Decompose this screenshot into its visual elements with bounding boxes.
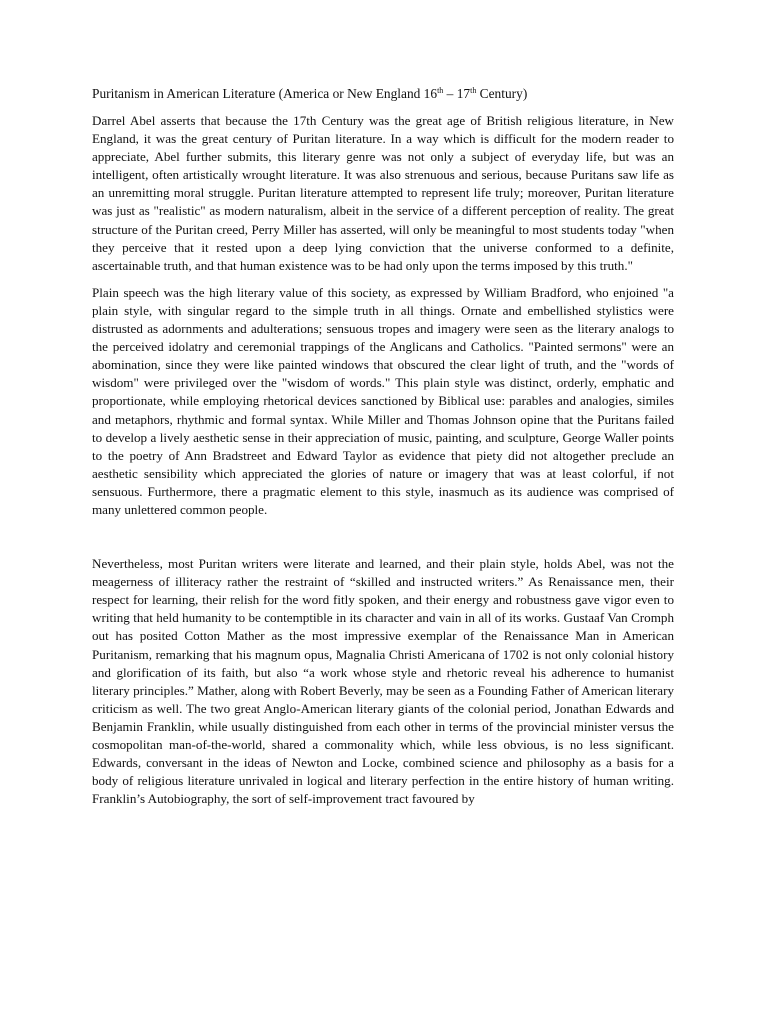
document-page xyxy=(92,84,674,808)
title-superscript-2: th xyxy=(470,86,477,95)
title-superscript-1: th xyxy=(437,86,444,95)
title-mid: – 17 xyxy=(443,86,471,101)
paragraph-nevertheless: Nevertheless, most Puritan writers were literate and learned, and their plain style, holds Abel, was not the meagerness of illiteracy rather the restraint of “skilled and instructed writers.” As Renaissance men, their respect for learning, their relish for the word fitly spoken, and their energy and robustness gave vigor even to writing that held humanity to be contemptible in its character and vain in all of its works. Gustaaf Van Cromph out has posited Cotton Mather as the most impressive exemplar of the Renaissance Man in American Puritanism, remarking that his magnum opus, Magnalia Christi Americana of 1702 is not only colonial history and glorification of its faith, but also “a work whose style and rhetoric reveal his adherence to humanist literary principles.” Mather, along with Robert Beverly, may be seen as a Founding Father of American literary criticism as well. The two great Anglo-American literary giants of the colonial period, Jonathan Edwards and Benjamin Franklin, while usually distinguished from each other in terms of the provincial minister versus the cosmopolitan man-of-the-world, shared a commonality which, while less obvious, is no less significant. Edwards, conversant in the ideas of Newton and Locke, combined science and philosophy as a basis for a body of religious literature unrivaled in logical and literary perfection in the entire history of human writing. Franklin’s Autobiography, the sort of self-improvement tract favoured by xyxy=(92,556,674,807)
title-end: Century) xyxy=(476,86,528,101)
title-main: Puritanism in American Literature (America or New England 16 xyxy=(92,86,438,101)
document-title xyxy=(92,84,674,104)
paragraph-plain-speech: Plain speech was the high literary value of this society, as expressed by William Bradford, who enjoined "a plain style, with singular regard to the simple truth in all things. Ornate and embellished stylistics were distrusted as adornments and adulterations; sensuous tropes and imagery were seen as the literary analogs to the perceived idolatry and ceremonial trappings of the Anglicans and Catholics. "Painted sermons" were an abomination, since they were like painted windows that obscured the clear light of truth, and the "words of wisdom" were privileged over the "wisdom of words." This plain style was distinct, orderly, emphatic and proportionate, while employing rhetorical devices sanctioned by Biblical use: parables and analogies, similes and metaphors, rhythmic and formal syntax. While Miller and Thomas Johnson opine that the Puritans failed to develop a lively aesthetic sense in their appreciation of music, painting, and sculpture, George Waller points to the poetry of Ann Bradstreet and Edward Taylor as evidence that piety did not altogether preclude an aesthetic sensibility which appreciated the glories of nature or imagery that was at least colorful, if not sensuous. Furthermore, there a pragmatic element to this style, inasmuch as its audience was comprised of many unlettered common people. xyxy=(92,284,674,517)
paragraph-abel: Darrel Abel asserts that because the 17th Century was the great age of British religious literature, in New England, it was the great century of Puritan literature. In a way which is difficult for the modern reader to appreciate, Abel further submits, this literary genre was not only a subject of everyday life, but was an intelligent, often artistically wrought literature. It was also strenuous and serious, because Puritans saw life as an unremitting moral struggle. Puritan literature attempted to represent life truly; moreover, Puritan literature was just as "realistic" as modern naturalism, albeit in the service of a different perception of reality. The great structure of the Puritan creed, Perry Miller has asserted, will only be meaningful to most students today "when they perceive that it rested upon a deep lying conviction that the universe conformed to a definite, ascertainable truth, and that human existence was to be had only upon the terms imposed by this truth." xyxy=(92,113,674,273)
